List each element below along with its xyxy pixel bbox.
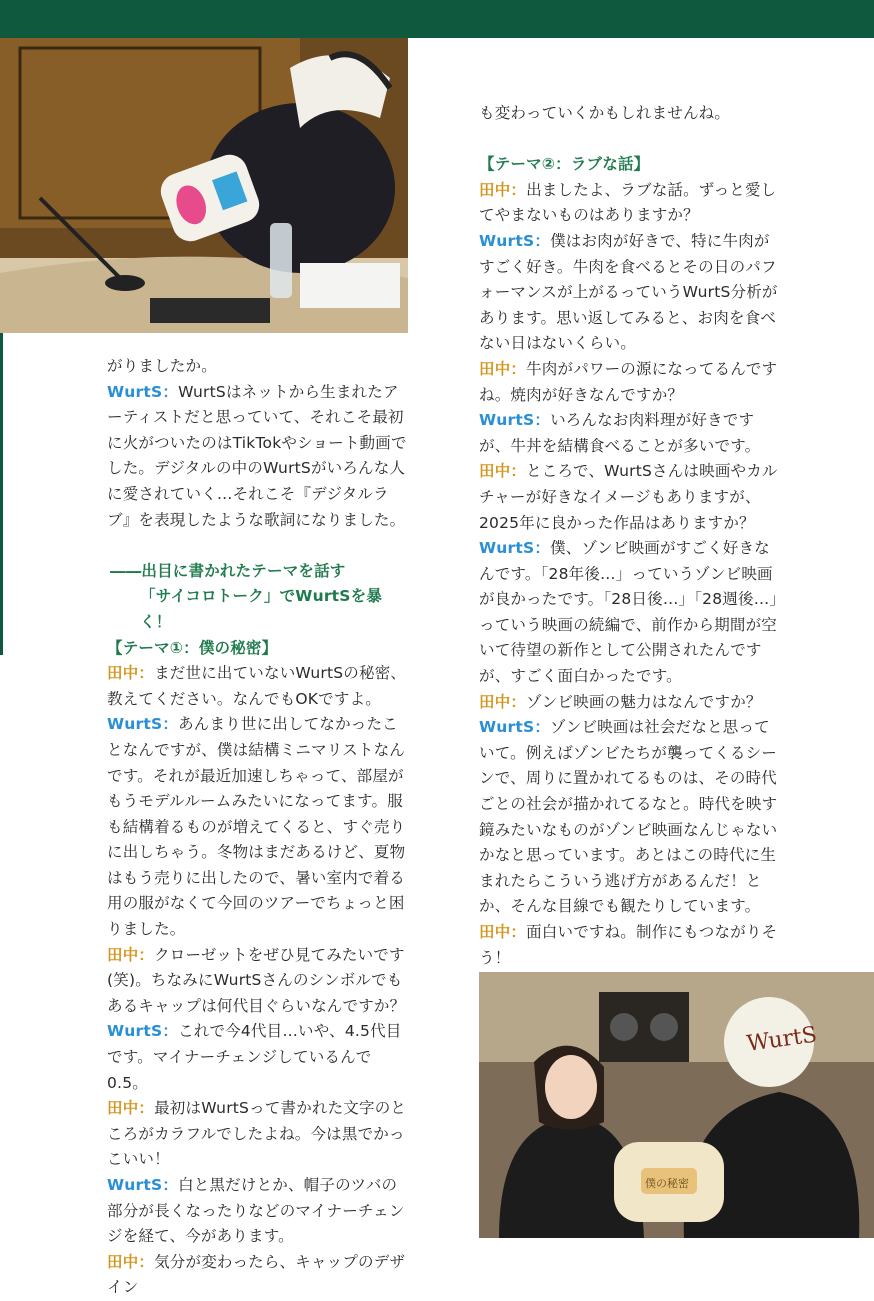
dialog-text: ところで、WurtSさんは映画やカルチャーが好きなイメージもありますが、2025年に良かった作品はありますか？ [479,462,778,532]
dialog-text: 最初はWurtSって書かれた文字のところがカラフルでしたよね。今は黒でかっこいい！ [107,1099,407,1169]
speaker-label: 田中 [107,1252,139,1271]
dialog-text: これで今4代目…いや、4.5代目です。マイナーチェンジしているんで0.5。 [107,1022,402,1092]
dialog-text: 出ましたよ、ラブな話。ずっと愛してやまないものはありますか？ [479,180,777,225]
left-edge-bar [0,330,3,655]
dialog-text: 牛肉がパワーの源になってるんですね。焼肉が好きなんですか？ [479,359,778,404]
theme-1-heading: 【テーマ①：僕の秘密】 [107,638,278,657]
dialog-text: クローゼットをぜひ見てみたいです(笑)。ちなみにWurtSさんのシンボルでもあるキャップは何代目ぐらいなんですか？ [107,945,406,1015]
dialog-text: 気分が変わったら、キャップのデザイン [107,1252,406,1297]
dialog-entry: WurtS：白と黒だけとか、帽子のツバの部分が長くなったりなどのマイナーチェンジを経て、今があります。 [107,1176,405,1246]
speaker-label: WurtS [479,411,535,430]
speaker-label: WurtS [479,231,535,250]
speaker-label: WurtS [107,1176,163,1194]
speaker-label: 田中 [107,664,139,683]
dialog-entry: WurtS：WurtSはネットから生まれたアーティストだと思っていて、それこそ最初に火がついたのはTikTokやショート動画でした。デジタルの中のWurtSがいろんな人に愛されていく…それこそ『デジタルラブ』を表現したような歌詞になりました。 [107,382,407,529]
speaker-label: 田中 [479,692,511,711]
speaker-label: 田中 [107,1099,139,1118]
dialog-text: 白と黒だけとか、帽子のツバの部分が長くなったりなどのマイナーチェンジを経て、今があります。 [107,1176,405,1246]
dialog-text: 面白いですね。制作にもつながりそう！ [479,923,778,967]
top-color-bar [0,0,874,38]
speaker-label: 田中 [107,945,139,964]
speaker-label: 田中 [479,180,511,199]
speaker-label: WurtS [107,1022,163,1041]
section-subhead-line1: ――出目に書かれたテーマを話す [110,561,346,580]
dialog-entry: 田中：最初はWurtSって書かれた文字のところがカラフルでしたよね。今は黒でかっこいい！ [107,1099,407,1169]
dialog-entry: WurtS：僕はお肉が好きで、特に牛肉がすごく好き。牛肉を食べるとその日のパフォーマンスが上がるっていうWurtS分析があります。思い返してみると、お肉を食べない日はないくらい。 [479,231,778,353]
portrait-photo-illustration [479,972,874,1238]
cube-label-text: 僕の秘密 [645,1177,689,1190]
dialog-text: あんまり世に出してなかったことなんですが、僕は結構ミニマリストなんです。それが最近加速しちゃって、部屋がもうモデルルームみたいになってます。服も結構着るものが増えてくると、すぐ売りに出しちゃう。冬物はまだあるけど、夏物はもう売りに出したので、暑い室内で着る用の服がなくて今回のツアーでちょっと困りました。 [107,715,406,939]
dialog-text: WurtSはネットから生まれたアーティストだと思っていて、それこそ最初に火がついたのはTikTokやショート動画でした。デジタルの中のWurtSがいろんな人に愛されていく…それこそ『デジタルラブ』を表現したような歌詞になりました。 [107,382,407,529]
studio-photo-illustration [0,38,408,333]
left-lead-text: がりましたか。 [107,357,217,375]
dialog-text: まだ世に出ていないWurtSの秘密、教えてください。なんでもOKですよ。 [107,664,407,708]
right-text-column [479,101,784,971]
dialog-entry: 田中：気分が変わったら、キャップのデザイン [107,1252,406,1297]
theme-2-heading: 【テーマ②：ラブな話】 [479,155,650,174]
dialog-entry: 田中：ところで、WurtSさんは映画やカルチャーが好きなイメージもありますが、2025年に良かった作品はありますか？ [479,462,778,532]
dialog-entry: 田中：ゾンビ映画の魅力はなんですか？ [479,692,762,711]
dialog-entry: 田中：出ましたよ、ラブな話。ずっと愛してやまないものはありますか？ [479,180,777,225]
dialog-text: ゾンビ映画は社会だなと思っていて。例えばゾンビたちが襲ってくるシーンで、周りに置かれてるものは、その時代ごとの社会が描かれてるなと。時代を映す鏡みたいなものがゾンビ映画なんじゃないかなと思っています。あとはこの時代に生まれたらこういう逃げ方があるんだ！とか、そんな目線でも観たりしています。 [479,718,778,916]
speaker-label: WurtS [107,715,163,734]
dialog-entry: WurtS：これで今4代目…いや、4.5代目です。マイナーチェンジしているんで0.5。 [107,1022,402,1092]
dialog-text: 僕はお肉が好きで、特に牛肉がすごく好き。牛肉を食べるとその日のパフォーマンスが上がるっていうWurtS分析があります。思い返してみると、お肉を食べない日はないくらい。 [479,231,778,353]
studio-photo [0,38,408,333]
speaker-label: WurtS [479,539,535,558]
right-lead-text: も変わっていくかもしれませんね。 [479,104,731,122]
left-text-column [107,354,409,1301]
dialog-entry: 田中：まだ世に出ていないWurtSの秘密、教えてください。なんでもOKですよ。 [107,664,407,708]
dialog-text: 僕、ゾンビ映画がすごく好きなんです。「28年後…」っていうゾンビ映画が良かったです。「28日後…」「28週後…」っていう映画の続編で、前作から期間が空いて待望の新作として公開されたんですが、すごく面白かったです。 [479,539,778,686]
dialog-text: いろんなお肉料理が好きですが、牛丼を結構食べることが多いです。 [479,411,761,455]
dialog-entry: 田中：面白いですね。制作にもつながりそう！ [479,923,778,967]
dialog-entry: WurtS：僕、ゾンビ映画がすごく好きなんです。「28年後…」っていうゾンビ映画が良かったです。「28日後…」「28週後…」っていう映画の続編で、前作から期間が空いて待望の新作として公開されたんですが、すごく面白かったです。 [479,539,778,686]
speaker-label: 田中 [479,462,511,481]
speaker-label: WurtS [107,382,163,401]
cap-logo-text: WurtS [745,1022,819,1057]
dialog-entry: WurtS：あんまり世に出してなかったことなんですが、僕は結構ミニマリストなんです。それが最近加速しちゃって、部屋がもうモデルルームみたいになってます。服も結構着るものが増えてくると、すぐ売りに出しちゃう。冬物はまだあるけど、夏物はもう売りに出したので、暑い室内で着る用の服がなくて今回のツアーでちょっと困りました。 [107,715,406,939]
speaker-label: WurtS [479,718,535,737]
section-subhead-line2: 「サイコロトーク」でWurtSを暴く！ [140,587,383,631]
dialog-entry: 田中：クローゼットをぜひ見てみたいです(笑)。ちなみにWurtSさんのシンボルでもあるキャップは何代目ぐらいなんですか？ [107,945,406,1015]
speaker-label: 田中 [479,923,511,941]
speaker-label: 田中 [479,359,511,378]
dialog-entry: WurtS：いろんなお肉料理が好きですが、牛丼を結構食べることが多いです。 [479,411,761,455]
portrait-photo [479,972,874,1238]
dialog-entry: 田中：牛肉がパワーの源になってるんですね。焼肉が好きなんですか？ [479,359,778,404]
dialog-text: ゾンビ映画の魅力はなんですか？ [526,692,762,711]
dialog-entry: WurtS：ゾンビ映画は社会だなと思っていて。例えばゾンビたちが襲ってくるシーンで、周りに置かれてるものは、その時代ごとの社会が描かれてるなと。時代を映す鏡みたいなものがゾンビ映画なんじゃないかなと思っています。あとはこの時代に生まれたらこういう逃げ方があるんだ！とか、そんな目線でも観たりしています。 [479,718,778,916]
